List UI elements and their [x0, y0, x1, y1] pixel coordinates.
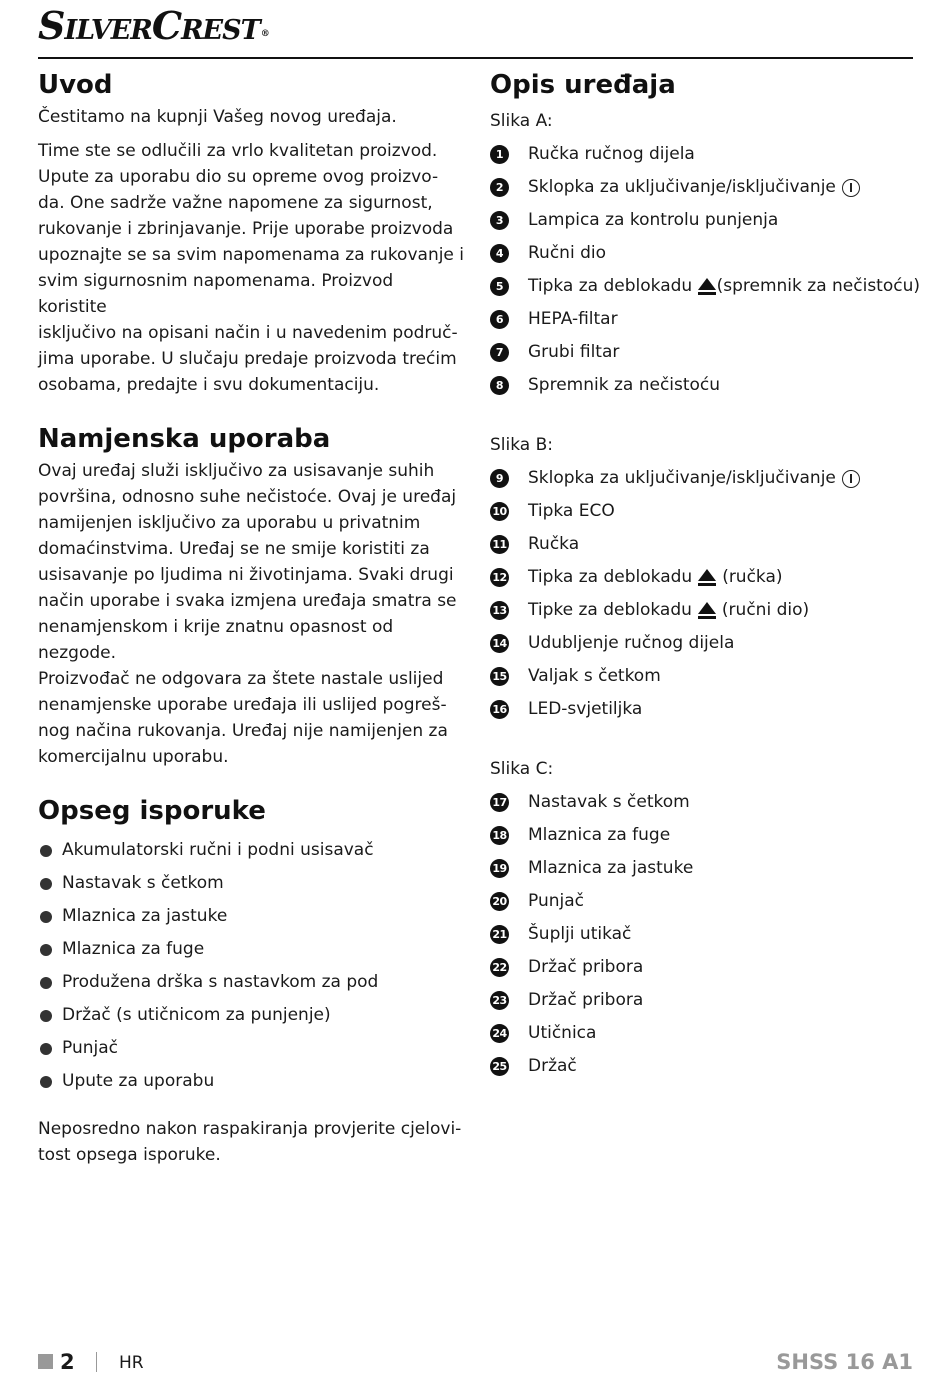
text-line: tost opsega isporuke. — [38, 1145, 221, 1165]
figure-c-label: Slika C: — [490, 759, 554, 779]
intended-use-title: Namjenska uporaba — [38, 424, 331, 454]
part-label: Držač pribora — [528, 957, 644, 977]
part-number-badge: 3 — [490, 211, 509, 230]
text-line: Time ste se odlučili za vrlo kvalitetan proizvod. — [38, 141, 438, 161]
section-intro — [38, 66, 466, 398]
part-list-item — [490, 786, 920, 819]
text-line: Neposredno nakon raspakiranja provjerite cjelovi- — [38, 1119, 462, 1139]
language-code: HR — [119, 1353, 144, 1373]
intro-paragraph-2 — [38, 138, 466, 398]
text-line: da. One sadrže važne napomene za sigurnost, — [38, 193, 433, 213]
part-list-item — [490, 660, 920, 693]
part-label: Grubi filtar — [528, 342, 620, 362]
part-label: Valjak s četkom — [528, 666, 661, 686]
right-column — [490, 66, 920, 1083]
part-list-item — [490, 1050, 920, 1083]
page-number: 2 — [60, 1350, 75, 1374]
power-icon — [842, 179, 860, 197]
text-line: namijenjen isključivo za uporabu u privatnim — [38, 513, 421, 533]
part-label: Spremnik za nečistoću — [528, 375, 721, 395]
brand-name: SilverCrest — [38, 3, 260, 48]
figure-a-parts-list — [490, 138, 920, 402]
intended-use-paragraph — [38, 458, 466, 770]
part-list-item — [490, 951, 920, 984]
scope-list-item: Punjač — [38, 1032, 466, 1065]
part-list-item — [490, 138, 920, 171]
figure-a-label: Slika A: — [490, 111, 553, 131]
part-number-badge: 8 — [490, 376, 509, 395]
part-list-item — [490, 852, 920, 885]
scope-title: Opseg isporuke — [38, 796, 266, 826]
part-number-badge: 14 — [490, 634, 509, 653]
part-list-item — [490, 270, 920, 303]
text-line: način uporabe i svaka izmjena uređaja smatra se — [38, 591, 457, 611]
part-number-badge: 12 — [490, 568, 509, 587]
part-number-badge: 4 — [490, 244, 509, 263]
text-line: usisavanje po ljudima ni životinjama. Svaki drugi — [38, 565, 454, 585]
part-number-badge: 10 — [490, 502, 509, 521]
part-list-item — [490, 819, 920, 852]
part-number-badge: 25 — [490, 1057, 509, 1076]
text-line: jima uporabe. U slučaju predaje proizvoda trećim — [38, 349, 457, 369]
brand-logo — [38, 3, 269, 48]
part-label: Ručka ručnog dijela — [528, 144, 695, 164]
text-line: Proizvođač ne odgovara za štete nastale uslijed — [38, 669, 444, 689]
part-label: Mlaznica za fuge — [528, 825, 671, 845]
header-rule — [38, 57, 913, 59]
part-number-badge: 23 — [490, 991, 509, 1010]
intro-paragraph-1: Čestitamo na kupnji Vašeg novog uređaja. — [38, 107, 397, 127]
part-list-item — [490, 594, 920, 627]
footer-divider — [96, 1352, 97, 1372]
part-number-badge: 11 — [490, 535, 509, 554]
part-label: Sklopka za uključivanje/isključivanje — [528, 177, 836, 197]
text-line: rukovanje i zbrinjavanje. Prije uporabe proizvoda — [38, 219, 454, 239]
scope-list-item: Akumulatorski ručni i podni usisavač — [38, 834, 466, 867]
scope-list — [38, 834, 466, 1098]
section-scope — [38, 792, 466, 1168]
part-list-item — [490, 462, 920, 495]
eject-icon — [698, 602, 716, 620]
part-label: Držač pribora — [528, 990, 644, 1010]
part-list-item — [490, 204, 920, 237]
scope-list-item: Nastavak s četkom — [38, 867, 466, 900]
part-number-badge: 21 — [490, 925, 509, 944]
left-column — [38, 66, 466, 1168]
part-label: Šuplji utikač — [528, 924, 632, 944]
part-label-suffix: (ručka) — [722, 567, 783, 587]
text-line: svim sigurnosnim napomenama. Proizvod koristite — [38, 271, 394, 317]
scope-list-item: Mlaznica za jastuke — [38, 900, 466, 933]
text-line: Ovaj uređaj služi isključivo za usisavanje suhih — [38, 461, 435, 481]
part-label: Tipka za deblokadu — [528, 567, 693, 587]
part-list-item — [490, 336, 920, 369]
part-number-badge: 19 — [490, 859, 509, 878]
part-label: Ručka — [528, 534, 580, 554]
part-list-item — [490, 495, 920, 528]
part-list-item — [490, 303, 920, 336]
scope-note — [38, 1116, 466, 1168]
text-line: nenamjenskom i krije znatnu opasnost od nezgode. — [38, 617, 394, 663]
part-list-item — [490, 237, 920, 270]
part-number-badge: 22 — [490, 958, 509, 977]
part-list-item — [490, 984, 920, 1017]
scope-list-item: Držač (s utičnicom za punjenje) — [38, 999, 466, 1032]
part-label-suffix: (ručni dio) — [721, 600, 810, 620]
part-number-badge: 20 — [490, 892, 509, 911]
scope-list-item: Mlaznica za fuge — [38, 933, 466, 966]
text-line: domaćinstvima. Uređaj se ne smije koristiti za — [38, 539, 430, 559]
registered-mark: ® — [260, 29, 269, 39]
part-label: HEPA-filtar — [528, 309, 618, 329]
text-line: Upute za uporabu dio su opreme ovog proizvo- — [38, 167, 439, 187]
part-label: Ručni dio — [528, 243, 606, 263]
text-line: osobama, predajte i svu dokumentaciju. — [38, 375, 380, 395]
text-line: površina, odnosno suhe nečistoće. Ovaj je uređaj — [38, 487, 457, 507]
footer-square-icon — [38, 1354, 53, 1369]
part-label: Punjač — [528, 891, 584, 911]
part-label: Nastavak s četkom — [528, 792, 690, 812]
part-label: Mlaznica za jastuke — [528, 858, 694, 878]
part-number-badge: 13 — [490, 601, 509, 620]
text-line: isključivo na opisani način i u navedenim područ- — [38, 323, 458, 343]
part-number-badge: 9 — [490, 469, 509, 488]
model-number: SHSS 16 A1 — [776, 1350, 913, 1374]
part-list-item — [490, 1017, 920, 1050]
part-label: Utičnica — [528, 1023, 597, 1043]
intro-title: Uvod — [38, 70, 113, 100]
part-number-badge: 18 — [490, 826, 509, 845]
part-number-badge: 5 — [490, 277, 509, 296]
part-label: LED-svjetiljka — [528, 699, 643, 719]
part-number-badge: 7 — [490, 343, 509, 362]
part-number-badge: 15 — [490, 667, 509, 686]
figure-b-label: Slika B: — [490, 435, 553, 455]
part-label: Tipke za deblokadu — [528, 600, 692, 620]
part-number-badge: 16 — [490, 700, 509, 719]
part-label: Udubljenje ručnog dijela — [528, 633, 735, 653]
part-list-item — [490, 369, 920, 402]
part-label: Sklopka za uključivanje/isključivanje — [528, 468, 836, 488]
part-label: Držač — [528, 1056, 577, 1076]
text-line: upoznajte se sa svim napomenama za rukovanje i — [38, 245, 465, 265]
section-intended-use — [38, 420, 466, 770]
text-line: komercijalnu uporabu. — [38, 747, 229, 767]
part-number-badge: 24 — [490, 1024, 509, 1043]
text-line: nog načina rukovanja. Uređaj nije namijenjen za — [38, 721, 448, 741]
part-list-item — [490, 561, 920, 594]
part-list-item — [490, 885, 920, 918]
figure-b-parts-list — [490, 462, 920, 726]
part-label: Lampica za kontrolu punjenja — [528, 210, 779, 230]
text-line: nenamjenske uporabe uređaja ili uslijed pogreš- — [38, 695, 447, 715]
eject-icon — [698, 278, 710, 296]
eject-icon — [698, 569, 716, 587]
part-number-badge: 2 — [490, 178, 509, 197]
part-label-suffix: (spremnik za nečistoću) — [716, 276, 920, 296]
part-list-item — [490, 918, 920, 951]
part-number-badge: 6 — [490, 310, 509, 329]
scope-list-item: Upute za uporabu — [38, 1065, 466, 1098]
figure-c-parts-list — [490, 786, 920, 1083]
part-list-item — [490, 693, 920, 726]
part-list-item — [490, 627, 920, 660]
part-number-badge: 17 — [490, 793, 509, 812]
part-label: Tipka za deblokadu — [528, 276, 693, 296]
part-label: Tipka ECO — [528, 501, 615, 521]
part-list-item — [490, 528, 920, 561]
part-number-badge: 1 — [490, 145, 509, 164]
power-icon — [842, 470, 860, 488]
part-list-item — [490, 171, 920, 204]
scope-list-item: Produžena drška s nastavkom za pod — [38, 966, 466, 999]
device-description-title: Opis uređaja — [490, 70, 676, 100]
